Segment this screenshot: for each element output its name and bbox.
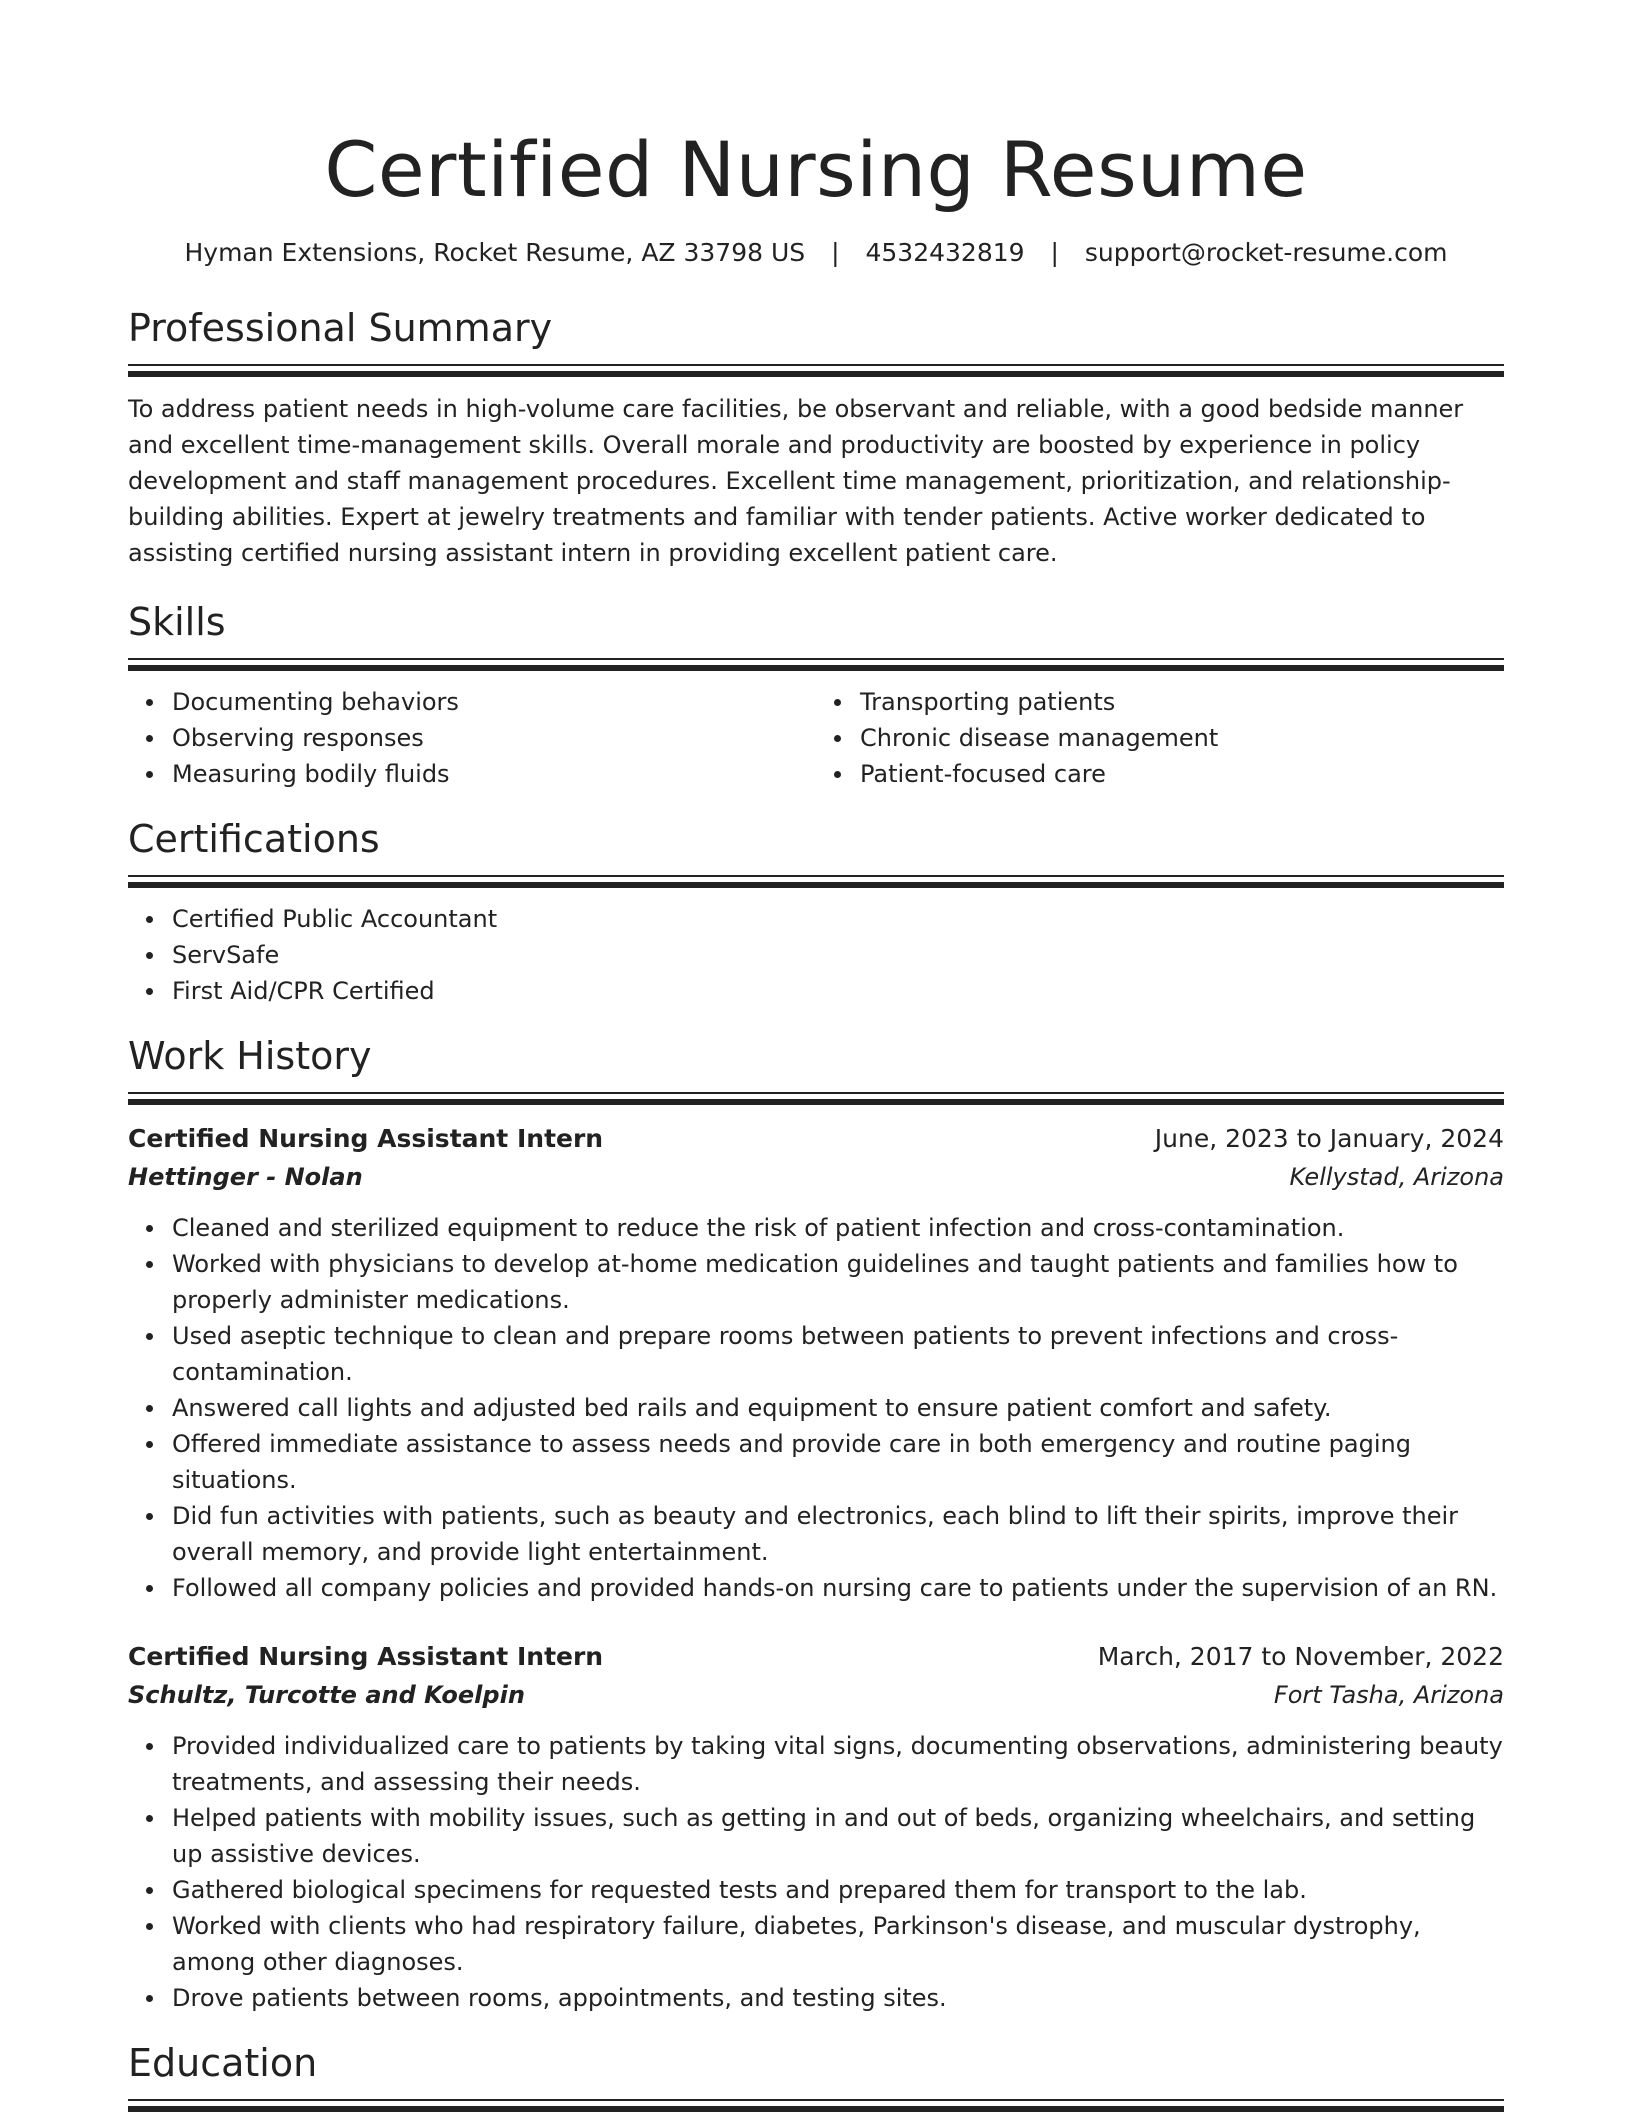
job-dates: June, 2023 to January, 2024 xyxy=(1154,1124,1504,1153)
job-subheader xyxy=(128,1676,1504,1714)
job-duty-item: Offered immediate assistance to assess needs and provide care in both emergency and routine paging situations. xyxy=(172,1426,1504,1498)
job-location: Fort Tasha, Arizona xyxy=(1273,1681,1504,1709)
education-heading: Education xyxy=(128,2041,318,2085)
job-duty-item: Did fun activities with patients, such as beauty and electronics, each blind to lift their spirits, improve their overall memory, and provide light entertainment. xyxy=(172,1498,1504,1570)
job-title: Certified Nursing Assistant Intern xyxy=(128,1124,604,1153)
skills-list-right xyxy=(816,684,1504,792)
job-duty-item: Followed all company policies and provided hands-on nursing care to patients under the supervision of an RN. xyxy=(172,1570,1504,1606)
job-duty-item: Worked with physicians to develop at-home medication guidelines and taught patients and families how to properly administer medications. xyxy=(172,1246,1504,1318)
section-divider xyxy=(128,875,1504,889)
section-divider xyxy=(128,364,1504,378)
job-duty-item: Used aseptic technique to clean and prepare rooms between patients to prevent infections and cross-contamination. xyxy=(172,1318,1504,1390)
job-duties-list xyxy=(128,1728,1504,2016)
contact-phone: 4532432819 xyxy=(865,238,1025,267)
job-duty-item: Helped patients with mobility issues, such as getting in and out of beds, organizing wheelchairs, and setting up assistive devices. xyxy=(172,1800,1504,1872)
contact-address: Hyman Extensions, Rocket Resume, AZ 33798 US xyxy=(184,238,806,267)
skill-item: Chronic disease management xyxy=(860,720,1504,756)
skill-item: Measuring bodily fluids xyxy=(172,756,816,792)
skill-item: Patient-focused care xyxy=(860,756,1504,792)
contact-separator: | xyxy=(831,238,840,267)
skills-grid xyxy=(128,684,1504,792)
resume-title: Certified Nursing Resume xyxy=(324,125,1308,214)
job-duty-item: Cleaned and sterilized equipment to reduce the risk of patient infection and cross-contamination. xyxy=(172,1210,1504,1246)
section-divider xyxy=(128,2099,1504,2113)
skill-item: Documenting behaviors xyxy=(172,684,816,720)
work-history-heading: Work History xyxy=(128,1034,372,1078)
job-duty-item: Drove patients between rooms, appointments, and testing sites. xyxy=(172,1980,1504,2016)
job-entry xyxy=(128,1120,1504,1606)
contact-line xyxy=(128,236,1504,270)
job-company: Schultz, Turcotte and Koelpin xyxy=(128,1681,525,1709)
skills-list-left xyxy=(128,684,816,792)
education-section xyxy=(128,2038,1504,2113)
summary-section xyxy=(128,303,1504,571)
resume-page xyxy=(128,0,1504,2113)
job-duties-list xyxy=(128,1210,1504,1606)
contact-separator: | xyxy=(1050,238,1059,267)
skill-item: Observing responses xyxy=(172,720,816,756)
job-dates: March, 2017 to November, 2022 xyxy=(1097,1642,1504,1671)
summary-heading: Professional Summary xyxy=(128,306,553,350)
section-divider xyxy=(128,658,1504,672)
job-duty-item: Provided individualized care to patients by taking vital signs, documenting observations, administering beauty treatments, and assessing their needs. xyxy=(172,1728,1504,1800)
job-header xyxy=(128,1120,1504,1158)
certification-item: Certified Public Accountant xyxy=(172,901,1504,937)
contact-email: support@rocket-resume.com xyxy=(1084,238,1448,267)
job-entry xyxy=(128,1638,1504,2016)
summary-text: To address patient needs in high-volume care facilities, be observant and reliable, with a good bedside manner and excellent time-management skills. Overall morale and productivity are boosted by experience in policy development and staff management procedures. Excellent time management, prioritization, and relationship-building abilities. Expert at jewelry treatments and familiar with tender patients. Active worker dedicated to assisting certified nursing assistant intern in providing excellent patient care. xyxy=(128,395,1464,567)
job-header xyxy=(128,1638,1504,1676)
job-title: Certified Nursing Assistant Intern xyxy=(128,1642,604,1671)
job-duty-item: Answered call lights and adjusted bed rails and equipment to ensure patient comfort and safety. xyxy=(172,1390,1504,1426)
work-history-section xyxy=(128,1031,1504,2016)
certification-item: First Aid/CPR Certified xyxy=(172,973,1504,1009)
section-divider xyxy=(128,1092,1504,1106)
job-company: Hettinger - Nolan xyxy=(128,1163,363,1191)
skills-column-right xyxy=(816,684,1504,792)
job-duty-item: Worked with clients who had respiratory failure, diabetes, Parkinson's disease, and muscular dystrophy, among other diagnoses. xyxy=(172,1908,1504,1980)
job-subheader xyxy=(128,1158,1504,1196)
skill-item: Transporting patients xyxy=(860,684,1504,720)
certifications-heading: Certifications xyxy=(128,817,380,861)
skills-heading: Skills xyxy=(128,600,226,644)
certifications-section xyxy=(128,814,1504,1009)
certification-item: ServSafe xyxy=(172,937,1504,973)
skills-section xyxy=(128,597,1504,792)
job-location: Kellystad, Arizona xyxy=(1289,1163,1504,1191)
skills-column-left xyxy=(128,684,816,792)
certifications-list xyxy=(128,901,1504,1009)
job-duty-item: Gathered biological specimens for requested tests and prepared them for transport to the lab. xyxy=(172,1872,1504,1908)
